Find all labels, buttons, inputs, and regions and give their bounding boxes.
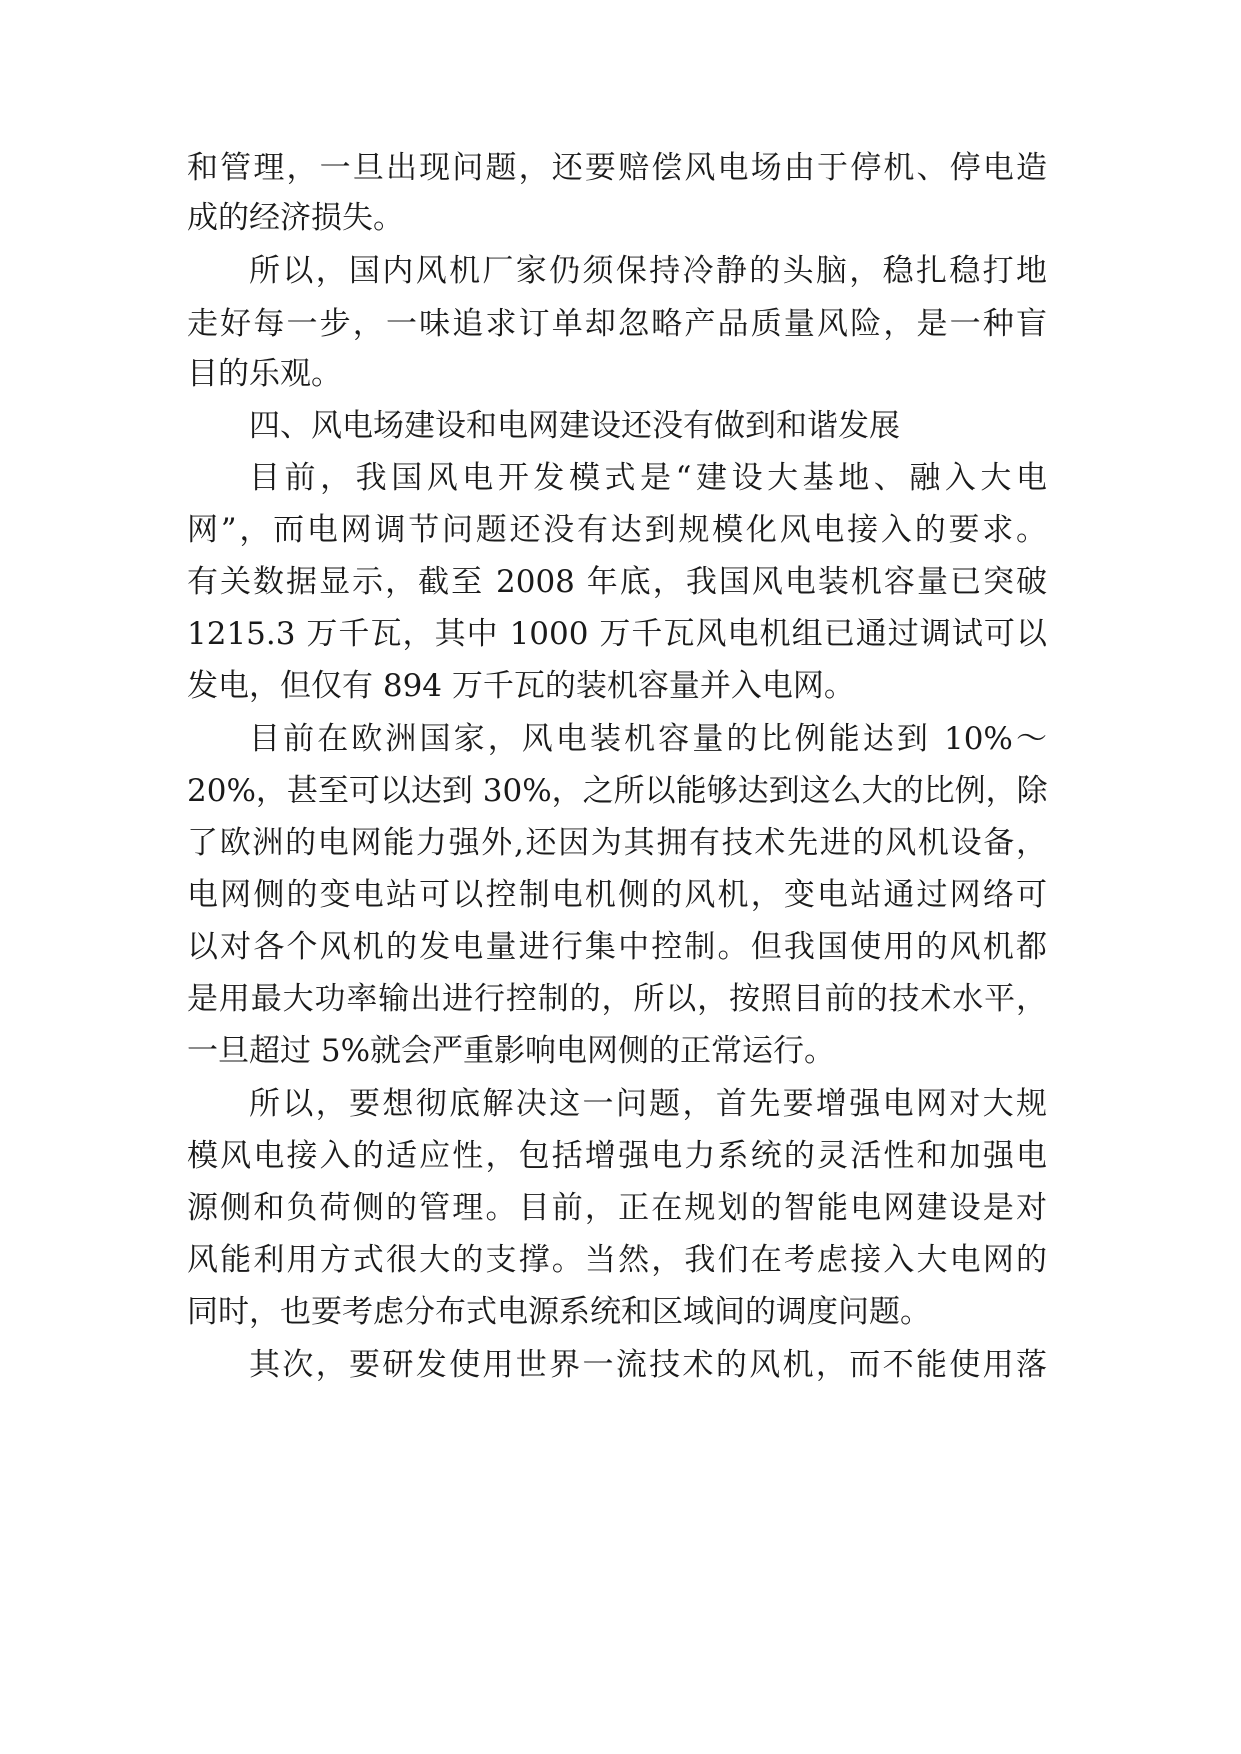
text-line: 同时，也要考虑分布式电源系统和区域间的调度问题。 (187, 1294, 931, 1330)
paragraph-first-line: 所以，要想彻底解决这一问题，首先要增强电网对大规 (249, 1086, 1047, 1122)
paragraph-first-line: 目前在欧洲国家，风电装机容量的比例能达到 10%～ (249, 721, 1047, 757)
text-line: 电网侧的变电站可以控制电机侧的风机，变电站通过网络可 (187, 877, 1047, 913)
paragraph-first-line: 其次，要研发使用世界一流技术的风机，而不能使用落 (249, 1347, 1047, 1383)
text-line: 了欧洲的电网能力强外,还因为其拥有技术先进的风机设备， (187, 825, 1047, 861)
text-line: 是用最大功率输出进行控制的，所以，按照目前的技术水平， (187, 981, 1047, 1017)
text-line: 发电，但仅有 894 万千瓦的装机容量并入电网。 (187, 668, 855, 704)
text-line: 走好每一步，一味追求订单却忽略产品质量风险，是一种盲 (187, 306, 1047, 342)
text-line: 源侧和负荷侧的管理。目前，正在规划的智能电网建设是对 (187, 1190, 1047, 1226)
text-line: 目的乐观。 (187, 356, 342, 392)
text-line: 成的经济损失。 (187, 200, 404, 236)
section-heading: 四、风电场建设和电网建设还没有做到和谐发展 (249, 408, 900, 444)
text-line: 网”，而电网调节问题还没有达到规模化风电接入的要求。 (187, 512, 1047, 548)
paragraph-first-line: 所以，国内风机厂家仍须保持冷静的头脑，稳扎稳打地 (249, 253, 1047, 289)
text-line: 以对各个风机的发电量进行集中控制。但我国使用的风机都 (187, 929, 1047, 965)
text-line: 和管理，一旦出现问题，还要赔偿风电场由于停机、停电造 (187, 150, 1047, 186)
text-line: 有关数据显示，截至 2008 年底，我国风电装机容量已突破 (187, 564, 1047, 600)
text-line: 模风电接入的适应性，包括增强电力系统的灵活性和加强电 (187, 1138, 1047, 1174)
text-line: 20%，甚至可以达到 30%，之所以能够达到这么大的比例，除 (187, 773, 1048, 809)
text-line: 1215.3 万千瓦，其中 1000 万千瓦风电机组已通过调试可以 (187, 616, 1047, 652)
text-line: 一旦超过 5%就会严重影响电网侧的正常运行。 (187, 1033, 836, 1069)
paragraph-first-line: 目前，我国风电开发模式是“建设大基地、融入大电 (249, 460, 1047, 496)
text-line: 风能利用方式很大的支撑。当然，我们在考虑接入大电网的 (187, 1242, 1047, 1278)
